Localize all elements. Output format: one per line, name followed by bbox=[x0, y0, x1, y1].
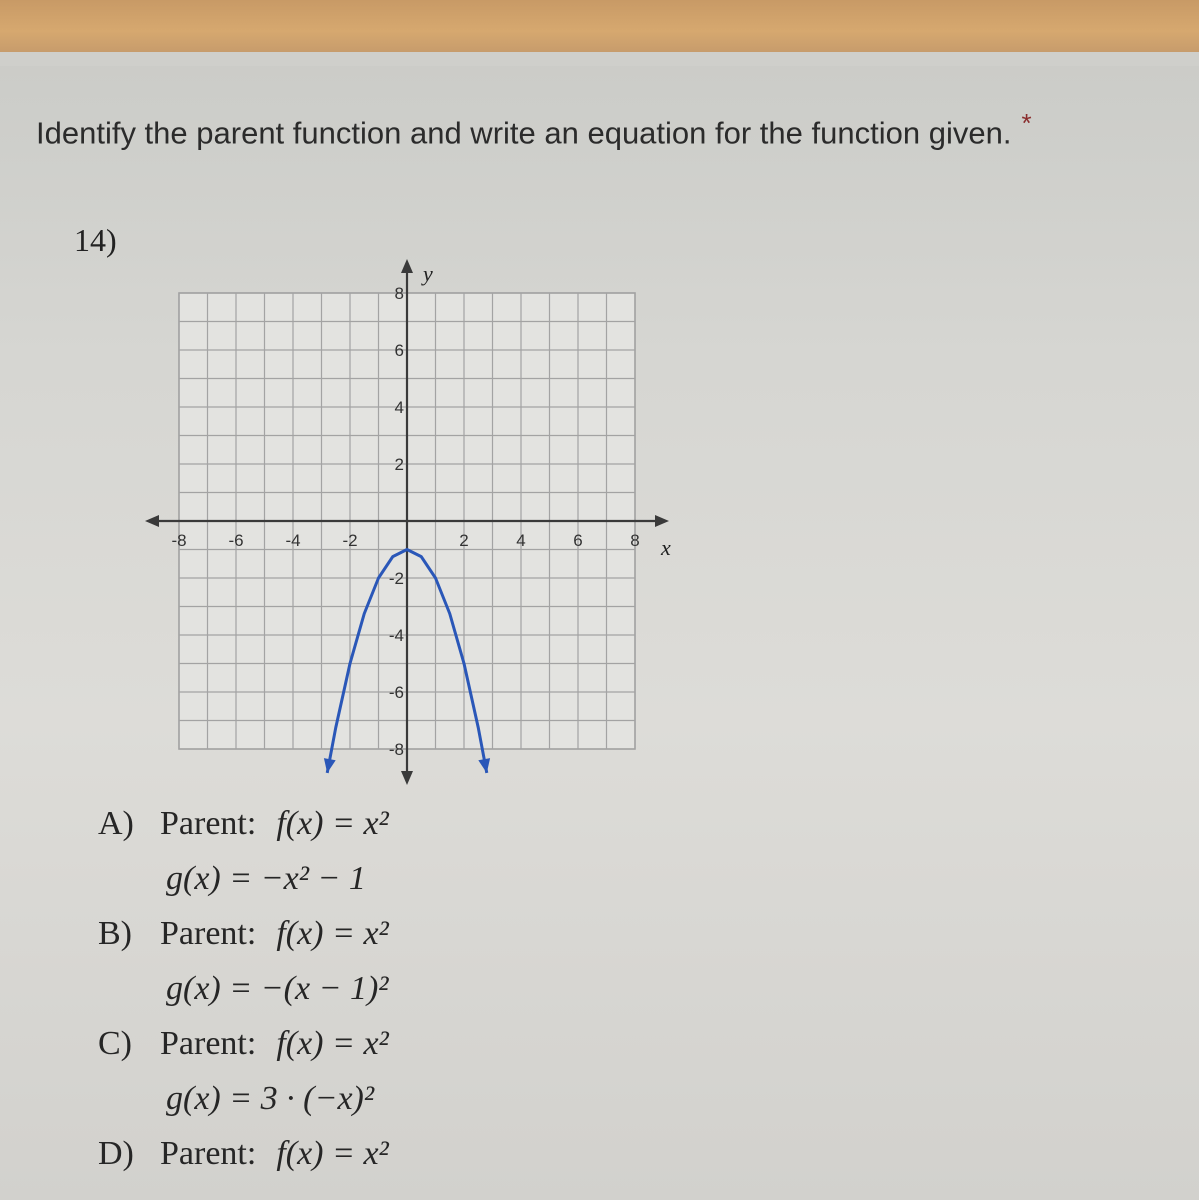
choice-d-letter: D) bbox=[98, 1135, 134, 1172]
x-axis-arrow-left bbox=[145, 515, 159, 527]
y-tick-label: 2 bbox=[394, 455, 404, 474]
x-tick-label: 6 bbox=[573, 531, 583, 550]
question-text: Identify the parent function and write an equation for the function given. bbox=[36, 115, 1012, 151]
choice-b-parent-label: Parent: bbox=[160, 915, 257, 952]
choice-a[interactable] bbox=[98, 796, 389, 851]
choice-d[interactable] bbox=[98, 1126, 389, 1181]
x-tick-label: -8 bbox=[171, 531, 187, 550]
x-tick-label: -2 bbox=[342, 531, 358, 550]
choice-b[interactable] bbox=[98, 906, 389, 961]
curve-arrow-right bbox=[478, 758, 490, 773]
problem-number: 14) bbox=[74, 222, 117, 258]
x-axis-arrow-right bbox=[655, 515, 669, 527]
choice-c-answer: g(x) = 3 · (−x)² bbox=[166, 1080, 375, 1117]
y-axis-arrow-up bbox=[401, 259, 413, 273]
choice-a-parent-label: Parent: bbox=[160, 805, 257, 842]
y-tick-label: 6 bbox=[394, 341, 404, 360]
answer-choices bbox=[98, 796, 389, 1181]
required-asterisk: * bbox=[1021, 108, 1032, 138]
y-tick-label: -6 bbox=[388, 683, 404, 702]
y-tick-label: -8 bbox=[388, 740, 404, 759]
choice-a-parent-fn: f(x) = x² bbox=[276, 805, 389, 842]
choice-c-parent-label: Parent: bbox=[160, 1025, 257, 1062]
choice-c[interactable] bbox=[98, 1016, 389, 1071]
x-tick-label: -6 bbox=[228, 531, 244, 550]
curve-arrow-left bbox=[324, 758, 336, 773]
x-tick-label: 4 bbox=[516, 531, 526, 550]
choice-c-letter: C) bbox=[98, 1025, 132, 1062]
choice-a-letter: A) bbox=[98, 805, 134, 842]
x-tick-label: 8 bbox=[630, 531, 640, 550]
x-tick-label: -4 bbox=[285, 531, 301, 550]
choice-d-parent-fn: f(x) = x² bbox=[276, 1135, 389, 1172]
choice-b-answer: g(x) = −(x − 1)² bbox=[166, 970, 389, 1007]
y-tick-label: 8 bbox=[394, 284, 404, 303]
x-axis-label: x bbox=[661, 535, 671, 560]
choice-b-parent-fn: f(x) = x² bbox=[276, 915, 389, 952]
x-tick-label: 2 bbox=[459, 531, 469, 550]
y-axis-arrow-down bbox=[401, 771, 413, 785]
choice-d-parent-label: Parent: bbox=[160, 1135, 257, 1172]
choice-b-letter: B) bbox=[98, 915, 132, 952]
y-tick-label: -2 bbox=[388, 569, 404, 588]
y-tick-label: 4 bbox=[394, 398, 404, 417]
choice-c-parent-fn: f(x) = x² bbox=[276, 1025, 389, 1062]
choice-a-answer: g(x) = −x² − 1 bbox=[166, 860, 366, 897]
y-axis-label: y bbox=[423, 261, 433, 286]
y-tick-label: -4 bbox=[388, 626, 404, 645]
